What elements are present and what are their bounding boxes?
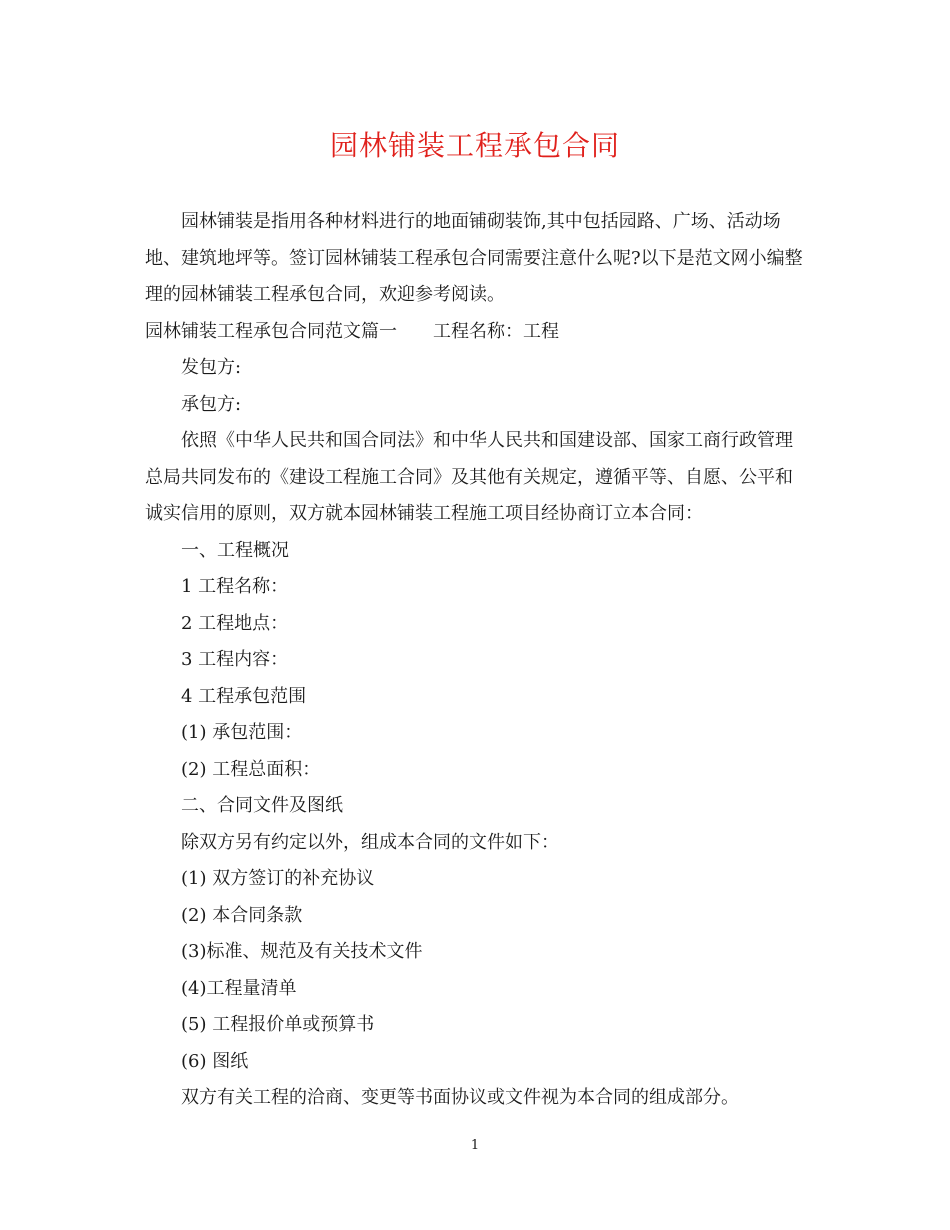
list-item: (6) 图纸	[181, 1050, 249, 1072]
list-item: 4 工程承包范围	[181, 685, 307, 707]
list-item: 2 工程地点：	[181, 612, 289, 634]
list-item: 双方有关工程的洽商、变更等书面协议或文件视为本合同的组成部分。	[181, 1087, 739, 1108]
contractor-line: 承包方:	[181, 393, 242, 415]
list-item: (4)工程量清单	[181, 977, 297, 999]
page-number: 1	[470, 1138, 480, 1153]
section-two-heading: 二、合同文件及图纸	[181, 795, 343, 816]
section-heading-line	[145, 314, 810, 351]
list-item: (2) 本合同条款	[181, 904, 303, 926]
basis-paragraph: 依照《中华人民共和国合同法》和中华人民共和国建设部、国家工商行政管理总局共同发布的《建设工程施工合同》及其他有关规定，遵循平等、自愿、公平和诚实信用的原则，双方就本园林铺装工程施工项目经协商订立本合同：	[145, 430, 793, 524]
document-title: 园林铺装工程承包合同	[329, 129, 620, 162]
list-item: (1) 双方签订的补充协议	[181, 868, 375, 889]
employer-line: 发包方:	[181, 357, 242, 378]
list-item: (5) 工程报价单或预算书	[181, 1014, 375, 1035]
document-body	[145, 204, 810, 1117]
section-heading: 园林铺装工程承包合同范文篇一	[145, 320, 397, 342]
list-item: (1) 承包范围：	[181, 722, 303, 743]
list-item: 1 工程名称：	[181, 576, 289, 597]
section-one-heading: 一、工程概况	[181, 539, 289, 561]
list-item: 除双方另有约定以外，组成本合同的文件如下：	[181, 831, 559, 853]
list-item: 3 工程内容：	[181, 649, 289, 670]
intro-paragraph: 园林铺装是指用各种材料进行的地面铺砌装饰,其中包括园路、广场、活动场地、建筑地坪等。签订园林铺装工程承包合同需要注意什么呢?以下是范文网小编整理的园林铺装工程承包合同，欢迎参考阅读。	[145, 211, 803, 305]
list-item: (2) 工程总面积：	[181, 758, 321, 780]
list-item: (3)标准、规范及有关技术文件	[181, 941, 423, 962]
project-name-label: 工程名称：工程	[433, 320, 559, 342]
